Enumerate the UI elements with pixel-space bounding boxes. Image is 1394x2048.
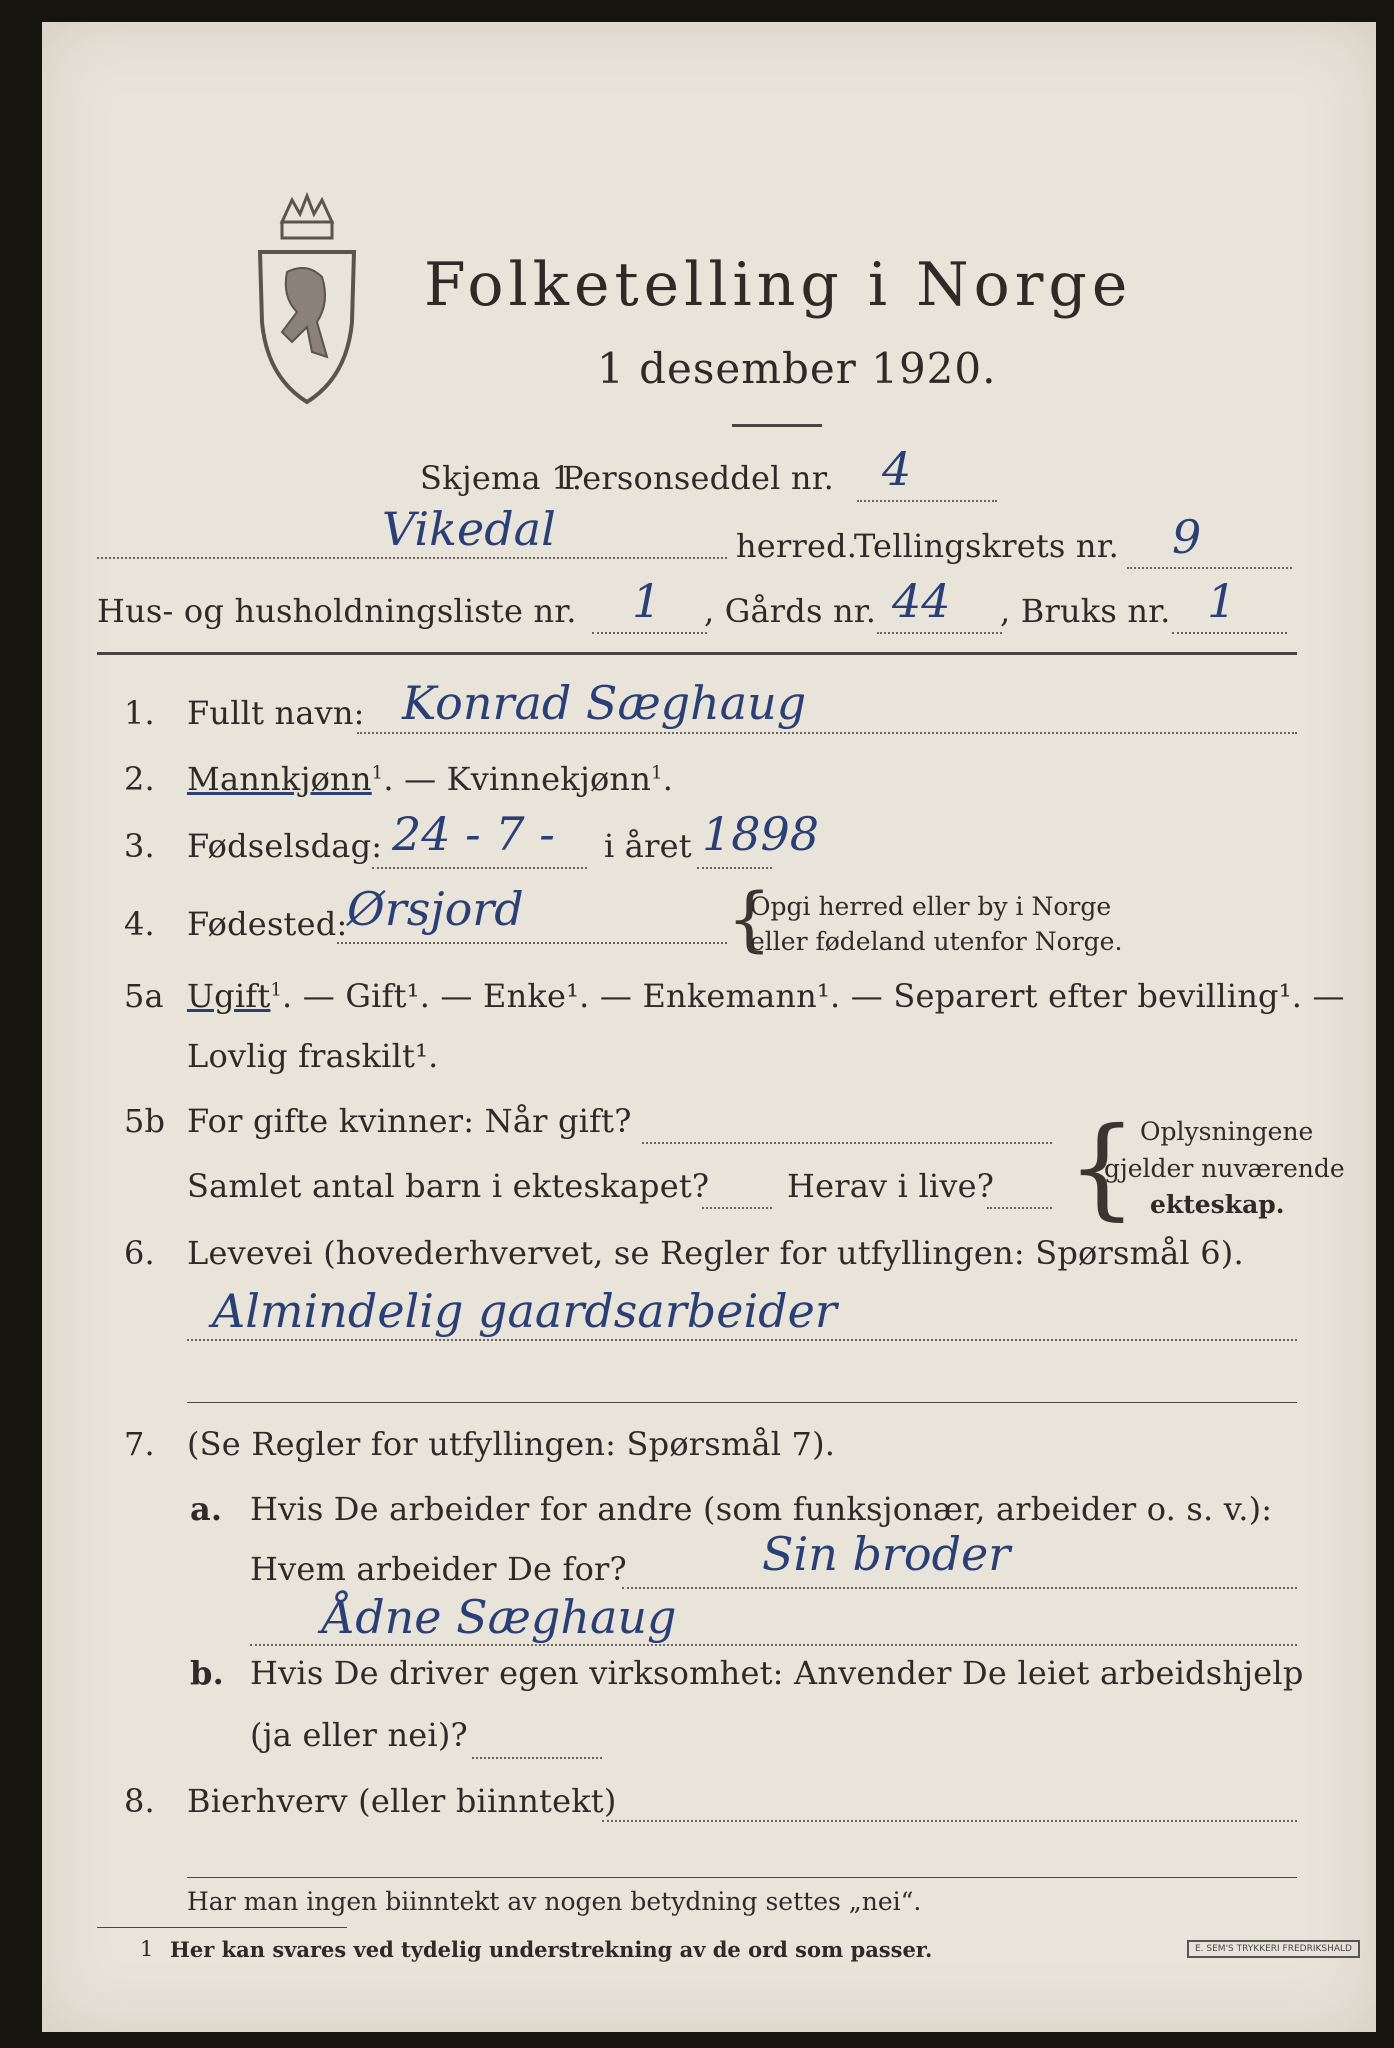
q5b-line2 [702,1207,772,1209]
q6-line1 [187,1339,1297,1341]
q7b-answer-line [472,1757,602,1759]
herred-label: herred. [736,527,858,565]
personseddel-line [857,500,997,502]
q7-label: (Se Regler for utfyllingen: Spørsmål 7). [187,1425,836,1463]
gards-value: 44 [892,574,951,628]
tellingskrets-line [1127,567,1292,569]
skjema-label: Skjema 1. [420,459,583,497]
q5a-number: 5a [124,977,164,1015]
footnote-number: 1 [140,1937,154,1961]
q5b-note-line3: ekteskap. [1150,1190,1285,1219]
q6-line2 [187,1402,1297,1403]
q3-value: 24 - 7 - [392,807,555,861]
q5b-line3 [987,1207,1052,1209]
footnote-divider [97,1927,347,1928]
biinntekt-note: Har man ingen biinntekt av nogen betydning settes „nei“. [187,1887,922,1916]
q4-value: Ørsjord [347,882,524,936]
q6-number: 6. [124,1234,155,1272]
q4-number: 4. [124,905,155,943]
q7b-line1: Hvis De driver egen virksomhet: Anvender De leiet arbeidshjelp [250,1654,1304,1692]
q2-separator: . — [383,760,447,798]
tellingskrets-label: Tellingskrets nr. [854,527,1120,565]
q2-options [187,760,673,798]
q1-number: 1. [124,694,155,732]
q7-number: 7. [124,1425,155,1463]
q2-male-footnote: 1 [371,762,384,784]
q5b-label3: Herav i live? [787,1167,995,1205]
q3-number: 3. [124,827,155,865]
census-date: 1 desember 1920. [597,344,997,393]
hus-line [592,632,707,634]
q5b-number: 5b [124,1102,166,1140]
q7a-value2: Ådne Sæghaug [322,1590,677,1644]
q4-label: Fødested: [187,905,348,943]
q5b-label1: For gifte kvinner: Når gift? [187,1102,632,1140]
gards-line [877,632,1002,634]
q7a-line1: Hvis De arbeider for andre (som funksjonær, arbeider o. s. v.): [250,1490,1273,1528]
q2-female: Kvinnekjønn [446,760,652,798]
q8-line1 [602,1820,1297,1822]
bruks-line [1172,632,1287,634]
q8-line2 [187,1877,1297,1878]
q7b-line2: (ja eller nei)? [250,1716,468,1754]
q4-note-brace: { [727,878,772,960]
q5a-line2: Lovlig fraskilt¹. [187,1037,439,1075]
q3-year-line [697,867,772,869]
q5a-ugift-footnote: 1 [270,979,283,1001]
q1-line [357,732,1297,734]
q4-line [337,942,727,944]
title-divider [732,424,822,427]
personseddel-label: Personseddel nr. [562,459,835,497]
q3-year-label: i året [604,827,692,865]
q3-line [372,867,587,869]
q7a-number: a. [190,1490,223,1528]
q5b-note-line1: Oplysningene [1140,1117,1314,1146]
q4-note-line1: Opgi herred eller by i Norge [750,892,1112,921]
section-divider [97,652,1297,655]
q3-label: Fødselsdag: [187,827,383,865]
q7b-number: b. [190,1654,224,1692]
q5b-label2: Samlet antal barn i ekteskapet? [187,1167,710,1205]
q6-value: Almindelig gaardsarbeider [212,1284,837,1338]
form-title: Folketelling i Norge [424,250,1133,320]
q5b-note-brace: { [1067,1103,1137,1231]
printer-stamp: E. SEM'S TRYKKERI FREDRIKSHALD [1187,1940,1360,1958]
q1-value: Konrad Sæghaug [402,676,807,730]
q2-end: . [662,760,674,798]
bruks-label: , Bruks nr. [1000,592,1171,630]
q2-male: Mannkjønn [187,760,372,798]
tellingskrets-value: 9 [1172,510,1202,564]
norwegian-coat-of-arms-icon [252,192,362,407]
q7a-answer-line2 [250,1644,1297,1646]
q7a-line2: Hvem arbeider De for? [250,1550,627,1588]
q5b-line1 [642,1142,1052,1144]
q5a-options [187,977,1345,1015]
bruks-value: 1 [1207,574,1237,628]
q5a-rest: . — Gift¹. — Enke¹. — Enkemann¹. — Separert efter bevilling¹. — [282,977,1345,1015]
census-form [42,22,1376,2032]
q2-number: 2. [124,760,155,798]
q7a-value1: Sin broder [762,1527,1011,1581]
q4-note-line2: eller fødeland utenfor Norge. [750,927,1123,956]
q2-female-footnote: 1 [651,762,663,784]
personseddel-value: 4 [882,442,912,496]
q5b-note-line2: gjelder nuværende [1104,1154,1345,1183]
q8-label: Bierhverv (eller biinntekt) [187,1782,617,1820]
q8-number: 8. [124,1782,155,1820]
q7a-answer-line1 [622,1587,1297,1589]
q5a-ugift: Ugift [187,977,271,1015]
herred-value: Vikedal [382,502,556,556]
q3-year-value: 1898 [702,807,820,861]
herred-line [97,557,727,559]
hus-value: 1 [632,574,662,628]
footnote-text: Her kan svares ved tydelig understrekning av de ord som passer. [170,1937,933,1962]
hus-label: Hus- og husholdningsliste nr. [97,592,577,630]
q1-label: Fullt navn: [187,694,365,732]
gards-label: , Gårds nr. [704,592,877,630]
q6-label: Levevei (hovederhvervet, se Regler for utfyllingen: Spørsmål 6). [187,1234,1244,1272]
